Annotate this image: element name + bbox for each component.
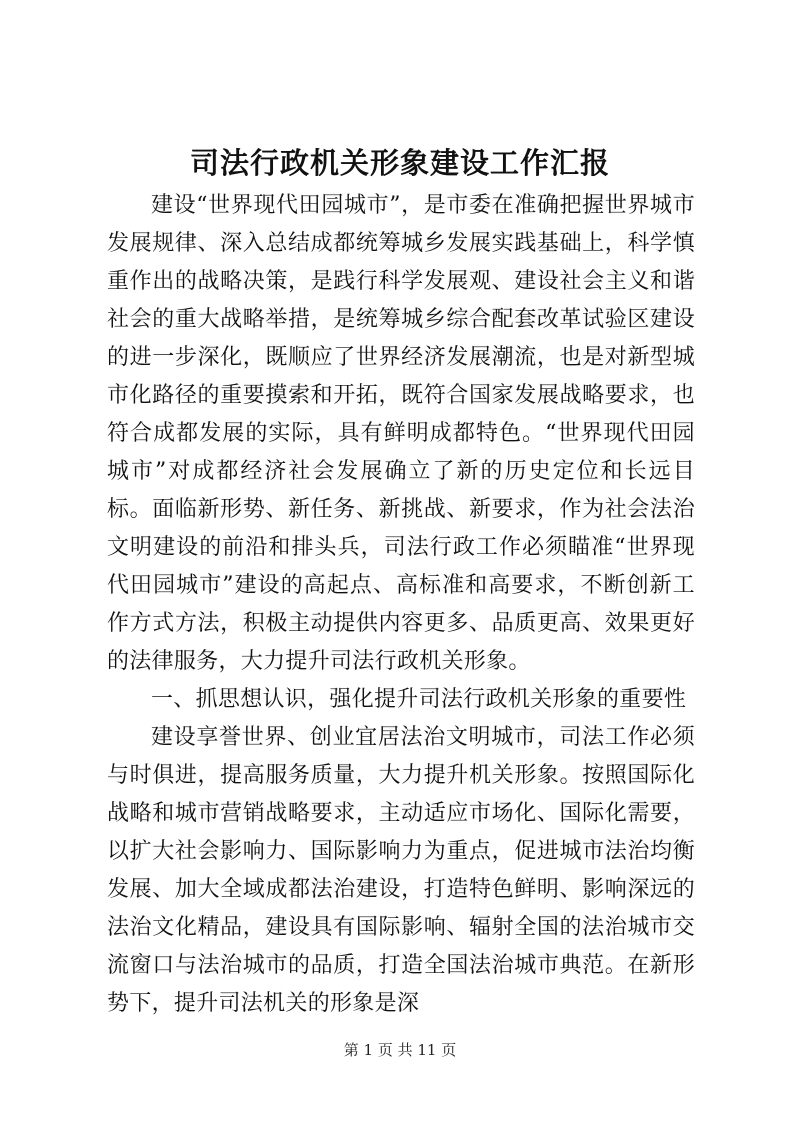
page-number-footer: 第 1 页 共 11 页 <box>343 1041 457 1059</box>
section-paragraph: 建设享誉世界、创业宜居法治文明城市，司法工作必须与时俱进，提高服务质量，大力提升机关形象。按照国际化战略和城市营销战略要求，主动适应市场化、国际化需要，以扩大社会影响力、国际影响力为重点，促进城市法治均衡发展、加大全域成都法治建设，打造特色鲜明、影响深远的法治文化精品，建设具有国际影响、辐射全国的法治城市交流窗口与法治城市的品质，打造全国法治城市典范。在新形势下，提升司法机关的形象是深 <box>107 725 695 1016</box>
document-body <box>107 187 695 1023</box>
section-heading: 一、抓思想认识，强化提升司法行政机关形象的重要性 <box>151 687 687 712</box>
intro-paragraph: 建设“世界现代田园城市”，是市委在准确把握世界城市发展规律、深入总结成都统筹城乡发展实践基础上，科学慎重作出的战略决策，是践行科学发展观、建设社会主义和谐社会的重大战略举措，是统筹城乡综合配套改革试验区建设的进一步深化，既顺应了世界经济发展潮流，也是对新型城市化路径的重要摸索和开拓，既符合国家发展战略要求，也符合成都发展的实际，具有鲜明成都特色。“世界现代田园城市”对成都经济社会发展确立了新的历史定位和长远目标。面临新形势、新任务、新挑战、新要求，作为社会法治文明建设的前沿和排头兵，司法行政工作必须瞄准“世界现代田园城市”建设的高起点、高标准和高要求，不断创新工作方式方法，积极主动提供内容更多、品质更高、效果更好的法律服务，大力提升司法行政机关形象。 <box>107 193 695 674</box>
document-title: 司法行政机关形象建设工作汇报 <box>189 146 610 180</box>
